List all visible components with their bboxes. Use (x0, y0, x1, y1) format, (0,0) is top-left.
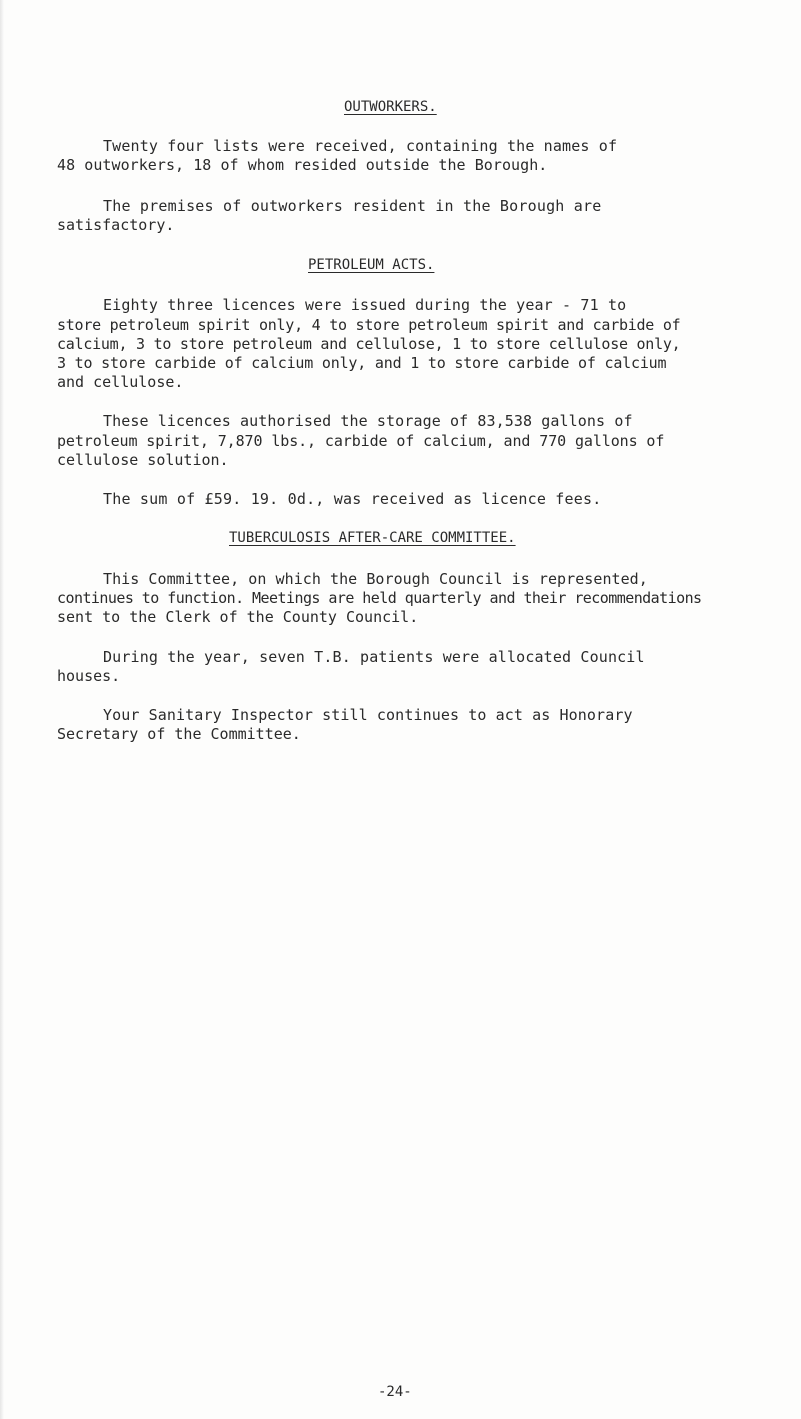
page-number: -24- (378, 1384, 412, 1400)
tuberculosis-paragraph-1-line-2: continues to function. Meetings are held quarterly and their recommendations (57, 589, 702, 607)
section-heading-outworkers: OUTWORKERS. (344, 99, 437, 115)
petroleum-paragraph-2-line-1: These licences authorised the storage of 83,538 gallons of (103, 412, 633, 430)
tuberculosis-paragraph-1-line-3: sent to the Clerk of the County Council. (57, 608, 419, 626)
page-edge-shadow (0, 0, 4, 1419)
petroleum-paragraph-1-line-2: store petroleum spirit only, 4 to store petroleum spirit and carbide of (57, 316, 681, 334)
tuberculosis-paragraph-3-line-2: Secretary of the Committee. (57, 725, 301, 743)
tuberculosis-paragraph-2-line-1: During the year, seven T.B. patients were allocated Council (103, 648, 645, 666)
outworkers-paragraph-2-line-2: satisfactory. (57, 216, 175, 234)
petroleum-paragraph-1-line-1: Eighty three licences were issued during the year - 71 to (103, 296, 627, 314)
petroleum-paragraph-1-line-5: and cellulose. (57, 373, 184, 391)
tuberculosis-paragraph-3-line-1: Your Sanitary Inspector still continues to act as Honorary (103, 706, 633, 724)
section-heading-tuberculosis-committee: TUBERCULOSIS AFTER-CARE COMMITTEE. (229, 530, 516, 546)
outworkers-paragraph-2-line-1: The premises of outworkers resident in the Borough are (103, 197, 602, 215)
tuberculosis-paragraph-1-line-1: This Committee, on which the Borough Council is represented, (103, 570, 648, 588)
petroleum-paragraph-1-line-4: 3 to store carbide of calcium only, and 1 to store carbide of calcium (57, 354, 667, 372)
section-heading-petroleum-acts: PETROLEUM ACTS. (308, 257, 435, 273)
outworkers-paragraph-1-line-2: 48 outworkers, 18 of whom resided outside the Borough. (57, 156, 548, 174)
petroleum-paragraph-1-line-3: calcium, 3 to store petroleum and cellulose, 1 to store cellulose only, (57, 335, 681, 353)
outworkers-paragraph-1-line-1: Twenty four lists were received, containing the names of (103, 137, 618, 155)
tuberculosis-paragraph-2-line-2: houses. (57, 667, 121, 685)
petroleum-paragraph-2-line-3: cellulose solution. (57, 451, 229, 469)
petroleum-paragraph-2-line-2: petroleum spirit, 7,870 lbs., carbide of calcium, and 770 gallons of (57, 432, 665, 450)
petroleum-paragraph-3-line-1: The sum of £59. 19. 0d., was received as licence fees. (103, 490, 602, 508)
